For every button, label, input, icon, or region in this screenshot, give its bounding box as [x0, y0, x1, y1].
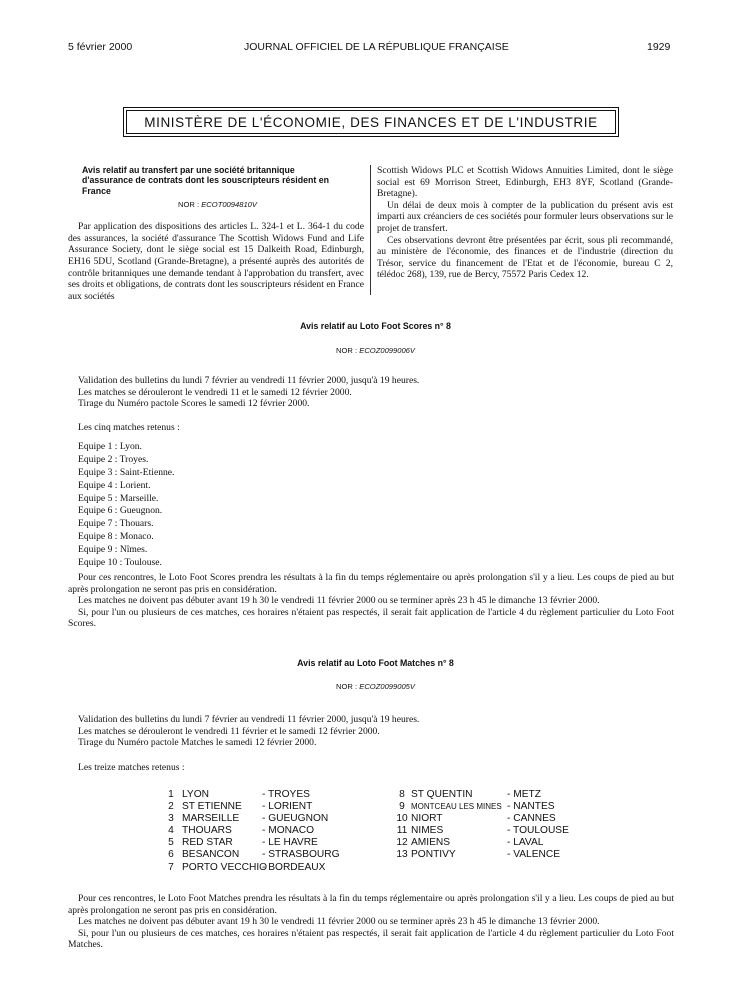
matches-left-group — [160, 789, 390, 874]
avis1-nor-label: NOR : — [178, 200, 200, 210]
ministry-title: MINISTÈRE DE L'ÉCONOMIE, DES FINANCES ET DE L'INDUSTRIE — [144, 115, 598, 130]
avis1-right-paragraph-2: Un délai de deux mois à compter de la publication du présent avis est imparti aux créanciers de ces sociétés pour formuler leurs observations sur le projet de transfert. — [377, 199, 673, 234]
avis1-right-paragraph-1: Scottish Widows PLC et Scottish Widows Annuities Limited, dont le siège social est 69 Morrison Street, Edinburgh, EH3 8YF, Scotland (Grande-Bretagne). — [377, 165, 673, 200]
list-item: Equipe 5 : Marseille. — [78, 492, 159, 504]
avis2-nor — [0, 346, 751, 355]
table-row: 11 NIMES - TOULOUSE — [396, 825, 569, 837]
avis3-title: Avis relatif au Loto Foot Matches n° 8 — [297, 658, 454, 668]
avis3-list-intro: Les treize matches retenus : — [78, 762, 185, 773]
list-item: Equipe 8 : Monaco. — [78, 531, 154, 543]
table-row: 10 NIORT - CANNES — [396, 813, 556, 825]
list-item: Equipe 6 : Gueugnon. — [78, 505, 163, 517]
list-item: Equipe 10 : Toulouse. — [78, 557, 162, 569]
avis2-line-3: Tirage du Numéro pactole Scores le samedi 12 février 2000. — [78, 398, 310, 410]
avis2-closing — [68, 572, 674, 630]
avis3-nor — [0, 682, 751, 691]
avis3-nor-label: NOR : — [336, 682, 358, 691]
table-row: 7 PORTO VECCHIO- BORDEAUX — [168, 861, 326, 873]
table-row: 1 LYON - TROYES — [168, 789, 310, 800]
avis3-nor-code: ECOZ0099005V — [359, 682, 415, 691]
avis1-right-paragraph-3: Ces observations devront être présentées par écrit, sous pli recommandé, au ministère de l'économie, des finances et de l'industrie (direction du Trésor, service du financement de l'Etat et de l'économie, bureau C 2, télédoc 268), 139, rue de Bercy, 75572 Paris Cedex 12. — [377, 234, 673, 281]
avis3-rule-paragraph: Si, pour l'un ou plusieurs de ces matches, ces horaires n'étaient pas respectés, il serait fait application de l'article 4 du règlement particulier du Loto Foot Matches. — [68, 927, 674, 951]
avis1-left-paragraph: Par application des dispositions des articles L. 324-1 et L. 364-1 du code des assurances, la société d'assurance The Scottish Widows Fund and Life Assurance Society, dont le siège social est 15 Dalkeith Road, Edinburgh, EH16 5DU, Scotland (Grande-Bretagne), a présenté auprès des autorités de contrôle britanniques une demande tendant à l'approbation du transfert, avec ses droits et obligations, de contrats dont les souscripteurs résident en France aux sociétés — [68, 221, 364, 302]
matches-right-group — [393, 789, 593, 862]
list-item: Equipe 1 : Lyon. — [78, 441, 142, 452]
table-row: 12 AMIENS - LAVAL — [396, 837, 544, 849]
table-row: 4 THOUARS - MONACO — [168, 825, 315, 837]
avis2-nor-code: ECOZ0099006V — [359, 346, 415, 355]
list-item: Equipe 2 : Troyes. — [78, 453, 149, 465]
avis2-times-paragraph: Les matches ne doivent pas débuter avant 19 h 30 le vendredi 11 février 2000 ou se terminer après 23 h 45 le dimanche 13 février 2000. — [78, 595, 600, 607]
column-divider — [370, 165, 371, 295]
avis3-line-3: Tirage du Numéro pactole Matches le samedi 12 février 2000. — [78, 737, 317, 749]
avis2-body — [68, 375, 674, 410]
list-item: Equipe 7 : Thouars. — [78, 518, 154, 530]
avis3-line-1: Validation des bulletins du lundi 7 février au vendredi 11 février 2000, jusqu'à 19 heures. — [78, 714, 420, 725]
avis1-nor-code: ECOT0094810V — [201, 200, 257, 210]
header-date: 5 février 2000 — [68, 41, 133, 53]
table-row: 13 PONTIVY - VALENCE — [396, 849, 561, 861]
avis2-list-intro: Les cinq matches retenus : — [78, 422, 180, 433]
avis2-rule-paragraph: Si, pour l'un ou plusieurs de ces matches, ces horaires n'étaient pas respectés, il serait fait application de l'article 4 du règlement particulier du Loto Foot Scores. — [68, 606, 674, 630]
avis2-team-list — [78, 441, 174, 570]
avis1-left-column — [68, 165, 364, 302]
avis3-line-2: Les matches se dérouleront le vendredi 11 février et le samedi 12 février 2000. — [78, 725, 380, 737]
avis3-closing — [68, 893, 674, 951]
table-row: 3 MARSEILLE - GUEUGNON — [168, 813, 329, 825]
avis2-line-1: Validation des bulletins du lundi 7 février au vendredi 11 février 2000, jusqu'à 19 heures. — [78, 375, 420, 386]
table-row: 8 ST QUENTIN - METZ — [399, 789, 541, 800]
avis2-line-2: Les matches se dérouleront le vendredi 11 et le samedi 12 février 2000. — [78, 386, 352, 398]
avis2-nor-label: NOR : — [336, 346, 358, 355]
avis1-right-column — [377, 165, 673, 281]
avis3-body — [68, 714, 674, 749]
header-journal-title: JOURNAL OFFICIEL DE LA RÉPUBLIQUE FRANÇAISE — [244, 41, 509, 53]
table-row: 9 MONTCEAU LES MINES - NANTES — [399, 801, 555, 813]
avis2-results-paragraph: Pour ces rencontres, le Loto Foot Scores prendra les résultats à la fin du temps réglementaire ou après prolongation s'il y a lieu. Les coups de pied au but après prolongation ne seront pas pris en considération. — [68, 572, 674, 595]
list-item: Equipe 9 : Nîmes. — [78, 544, 148, 556]
avis3-results-paragraph: Pour ces rencontres, le Loto Foot Matches prendra les résultats à la fin du temps réglementaire ou après prolongation s'il y a lieu. Les coups de pied au but après prolongation ne seront pas pris en considération. — [68, 893, 674, 916]
avis1-title: Avis relatif au transfert par une société britannique d'assurance de contrats dont les souscripteurs résident en France — [82, 165, 330, 196]
avis2-title: Avis relatif au Loto Foot Scores n° 8 — [300, 321, 451, 331]
header-page-number: 1929 — [647, 41, 671, 53]
avis1-nor — [178, 200, 364, 209]
avis3-times-paragraph: Les matches ne doivent pas débuter avant 19 h 30 le vendredi 11 février 2000 ou se terminer après 23 h 45 le dimanche 13 février 2000. — [78, 916, 600, 928]
list-item: Equipe 3 : Saint-Etienne. — [78, 466, 175, 478]
list-item: Equipe 4 : Lorient. — [78, 479, 151, 491]
ministry-title-box — [123, 107, 619, 137]
table-row: 6 BESANCON - STRASBOURG — [168, 849, 340, 861]
table-row: 2 ST ETIENNE - LORIENT — [168, 801, 313, 813]
table-row: 5 RED STAR - LE HAVRE — [168, 837, 318, 849]
